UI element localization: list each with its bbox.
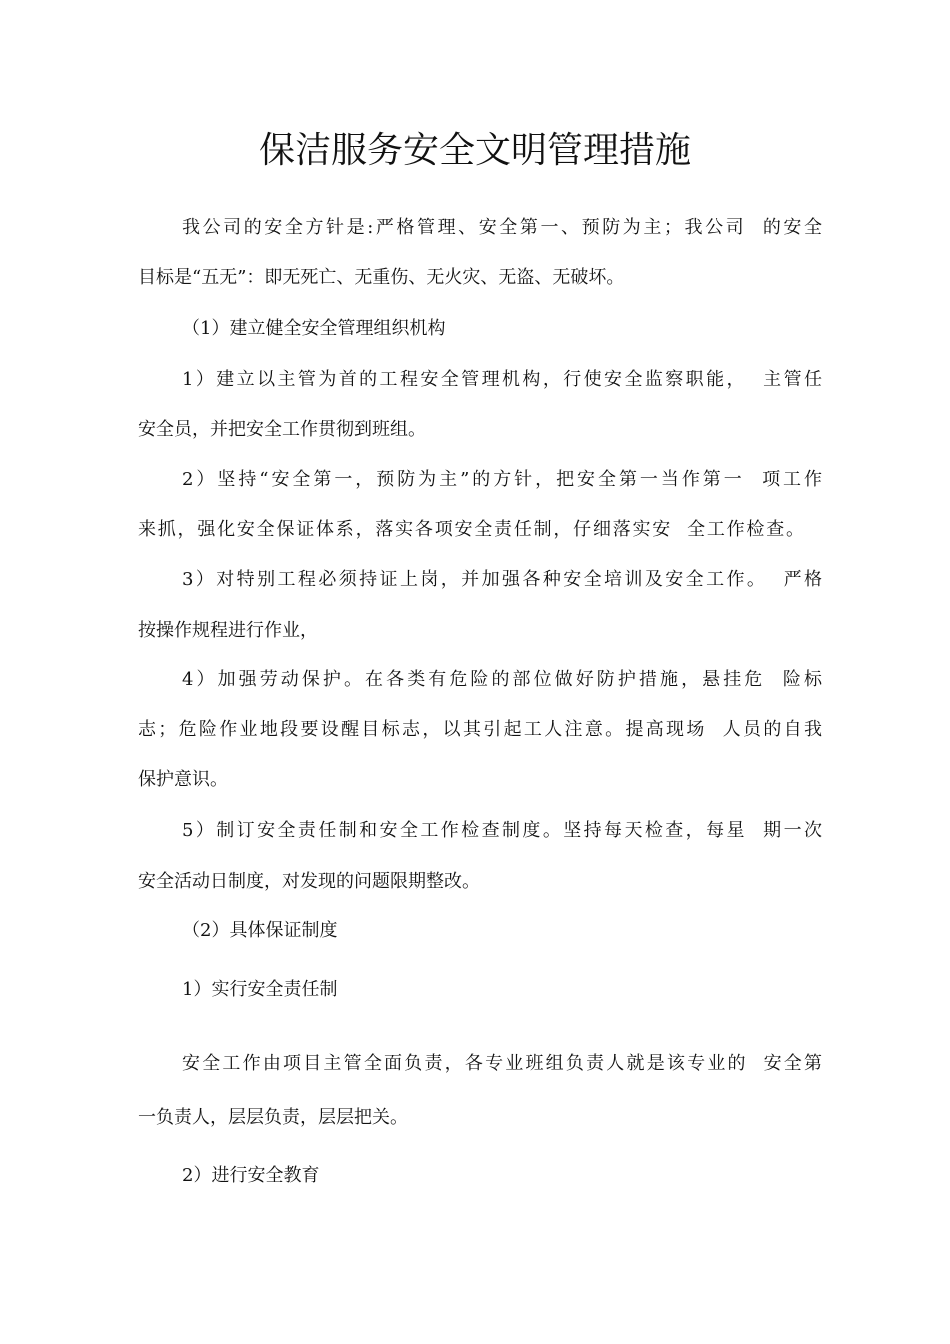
- text-line: 来抓，强化安全保证体系，落实各项安全责任制，仔细落实安 全工作检查。: [138, 519, 804, 540]
- text-line: 目标是“五无”：即无死亡、无重伤、无火灾、无盗、无破坏。: [138, 267, 625, 288]
- section-heading: （2）具体保证制度: [182, 920, 338, 941]
- text-line: 按操作规程进行作业，: [138, 620, 318, 641]
- text-line: 安全工作由项目主管全面负责，各专业班组负责人就是该专业的 安全第: [182, 1053, 822, 1074]
- text-line: 2）坚持“安全第一，预防为主”的方针，把安全第一当作第一 项工作: [182, 469, 822, 490]
- text-line: 3）对特别工程必须持证上岗，并加强各种安全培训及安全工作。 严格: [182, 569, 822, 590]
- text-line: 保护意识。: [138, 769, 228, 790]
- text-line: 志；危险作业地段要设醒目标志，以其引起工人注意。提高现场 人员的自我: [138, 719, 822, 740]
- subsection-heading: 2）进行安全教育: [182, 1165, 320, 1186]
- text-line: 我公司的安全方针是:严格管理、安全第一、预防为主；我公司 的安全: [182, 217, 822, 238]
- text-line: 4）加强劳动保护。在各类有危险的部位做好防护措施，悬挂危 险标: [182, 669, 822, 690]
- text-line: 安全员，并把安全工作贯彻到班组。: [138, 419, 426, 440]
- text-line: 5）制订安全责任制和安全工作检查制度。坚持每天检查，每星 期一次: [182, 820, 822, 841]
- text-line: 1）建立以主管为首的工程安全管理机构，行使安全监察职能， 主管任: [182, 369, 822, 390]
- subsection-heading: 1）实行安全责任制: [182, 979, 338, 1000]
- text-line: 安全活动日制度，对发现的问题限期整改。: [138, 871, 480, 892]
- document-title: 保洁服务安全文明管理措施: [258, 130, 691, 171]
- section-heading: （1）建立健全安全管理组织机构: [182, 318, 446, 339]
- text-line: 一负责人，层层负责，层层把关。: [138, 1107, 408, 1128]
